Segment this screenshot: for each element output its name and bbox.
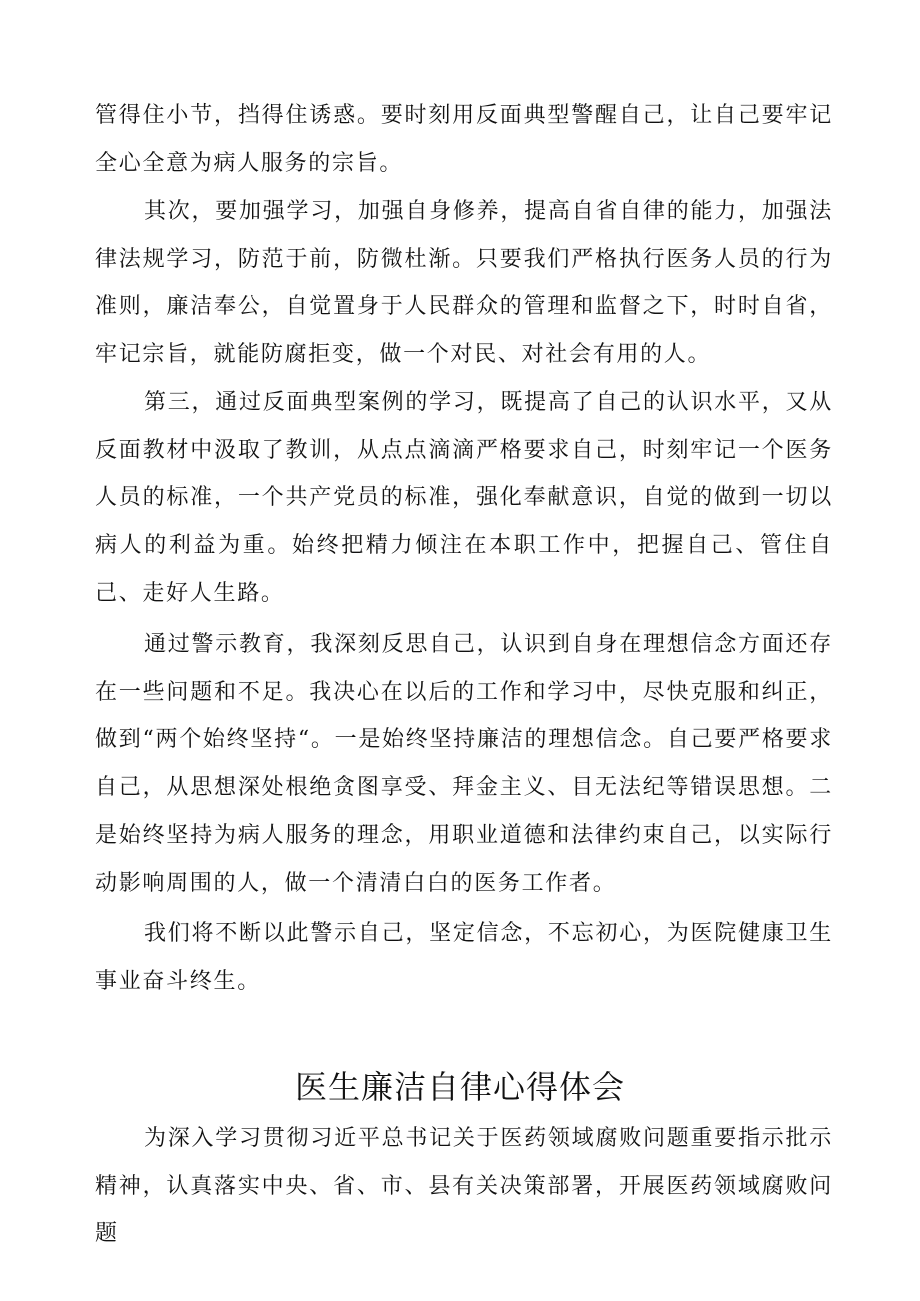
body-paragraph-closing: 我们将不断以此警示自己，坚定信念，不忘初心，为医院健康卫生事业奋斗终生。 — [95, 921, 833, 994]
body-paragraph-second: 其次，要加强学习，加强自身修养，提高自省自律的能力，加强法律法规学习，防范于前，防微杜渐。只要我们严格执行医务人员的行为准则，廉洁奉公，自觉置身于人民群众的管理和监督之下，时时自省，牢记宗旨，就能防腐拒变，做一个对民、对社会有用的人。 — [95, 199, 833, 368]
section-intro-paragraph: 为深入学习贯彻习近平总书记关于医药领域腐败问题重要指示批示精神，认真落实中央、省、市、县有关决策部署，开展医药领域腐败问题 — [95, 1126, 833, 1247]
section-title: 医生廉洁自律心得体会 — [294, 1068, 625, 1106]
body-paragraph-third: 第三，通过反面典型案例的学习，既提高了自己的认识水平，又从反面教材中汲取了教训，从点点滴滴严格要求自己，时刻牢记一个医务人员的标准，一个共产党员的标准，强化奉献意识，自觉的做到一切以病人的利益为重。始终把精力倾注在本职工作中，把握自己、管住自己、走好人生路。 — [95, 390, 833, 606]
body-paragraph-continuation: 管得住小节，挡得住诱惑。要时刻用反面典型警醒自己，让自己要牢记全心全意为病人服务的宗旨。 — [95, 103, 833, 176]
body-paragraph-reflection: 通过警示教育，我深刻反思自己，认识到自身在理想信念方面还存在一些问题和不足。我决心在以后的工作和学习中，尽快克服和纠正，做到“两个始终坚持“。一是始终坚持廉洁的理想信念。自己要严格要求自己，从思想深处根绝贪图享受、拜金主义、目无法纪等错误思想。二是始终坚持为病人服务的理念，用职业道德和法律约束自己，以实际行动影响周围的人，做一个清清白白的医务工作者。 — [95, 632, 833, 896]
